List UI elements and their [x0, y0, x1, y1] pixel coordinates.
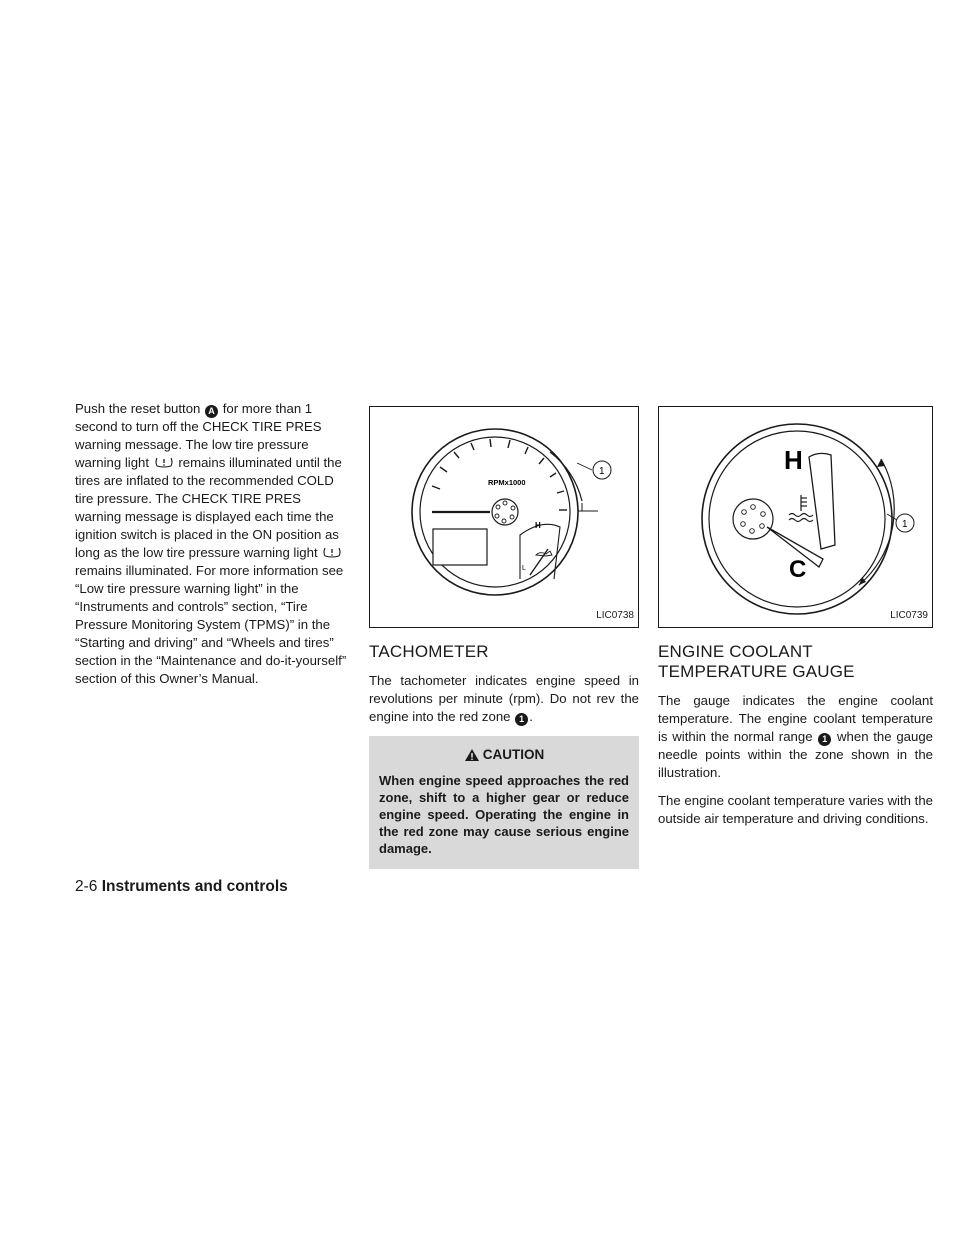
coolant-figure — [658, 406, 933, 628]
tachometer-paragraph — [369, 672, 639, 726]
text-run: Push the reset button — [75, 401, 201, 416]
tachometer-heading: TACHOMETER — [369, 642, 489, 661]
coolant-cold-mark: C — [789, 556, 807, 583]
figure-code: LIC0738 — [596, 610, 634, 621]
callout-1: 1 — [902, 519, 908, 530]
tpms-text-column — [75, 400, 348, 698]
section-title: Instruments and controls — [101, 878, 288, 895]
tpms-paragraph — [75, 400, 348, 688]
text-run: for more than 1 second to turn off the CHECK TIRE PRES warning message. The low tire pressure warning light — [75, 401, 322, 470]
coolant-hot-mark: H — [784, 445, 803, 475]
coolant-paragraph-1 — [658, 692, 933, 782]
temp-cold-mark: L — [522, 565, 526, 572]
marker-1: 1 — [515, 713, 528, 726]
page-number: 2-6 — [75, 878, 98, 895]
tire-pressure-warning-icon — [321, 546, 343, 558]
caution-heading — [379, 746, 629, 764]
caution-title: CAUTION — [482, 747, 545, 762]
marker-a: A — [205, 405, 218, 418]
temp-hot-mark: H — [535, 521, 541, 530]
text-run: when the gauge needle points within the zone shown in the illustration. — [658, 729, 933, 780]
text-run: The tachometer indicates engine speed in revolutions per minute (rpm). Do not rev the engine into the red zone — [369, 673, 639, 724]
text-run: The gauge indicates the engine coolant temperature. The engine coolant temperature is within the normal range — [658, 693, 933, 744]
coolant-gauge-illustration — [659, 407, 934, 627]
coolant-heading: ENGINE COOLANT TEMPERATURE GAUGE — [658, 642, 855, 681]
coolant-paragraph-2: The engine coolant temperature varies with the outside air temperature and driving conditions. — [658, 793, 933, 826]
text-run: remains illuminated. For more information see “Low tire pressure warning light” in the “Instruments and controls” section, “Tire Pressure Monitoring System (TPMS)” in the “Starting and driving” and “Wheels and tires” section in the “Maintenance and do-it-yourself” section of this Owner’s Manual. — [75, 563, 347, 686]
callout-1: 1 — [599, 466, 605, 477]
tachometer-column — [369, 406, 639, 869]
text-run: remains illuminated until the tires are inflated to the recommended COLD tire pressure. The CHECK TIRE PRES warning message is displayed each time the ignition switch is placed in the ON position as long as the low tire pressure warning light — [75, 455, 342, 560]
page-footer — [75, 878, 288, 896]
caution-text: When engine speed approaches the red zone, shift to a higher gear or reduce engine speed. Operating the engine in the red zone may cause serious engine damage. — [379, 773, 629, 856]
tire-pressure-warning-icon — [153, 456, 175, 468]
figure-code: LIC0739 — [890, 610, 928, 621]
gauge-label: RPMx1000 — [488, 478, 526, 487]
coolant-column — [658, 406, 933, 838]
caution-box — [369, 736, 639, 869]
marker-1: 1 — [818, 733, 831, 746]
tachometer-illustration — [370, 407, 640, 627]
warning-triangle-icon — [464, 748, 480, 762]
tachometer-figure — [369, 406, 639, 628]
text-run: . — [529, 709, 533, 724]
coolant-temperature-icon — [789, 495, 813, 522]
